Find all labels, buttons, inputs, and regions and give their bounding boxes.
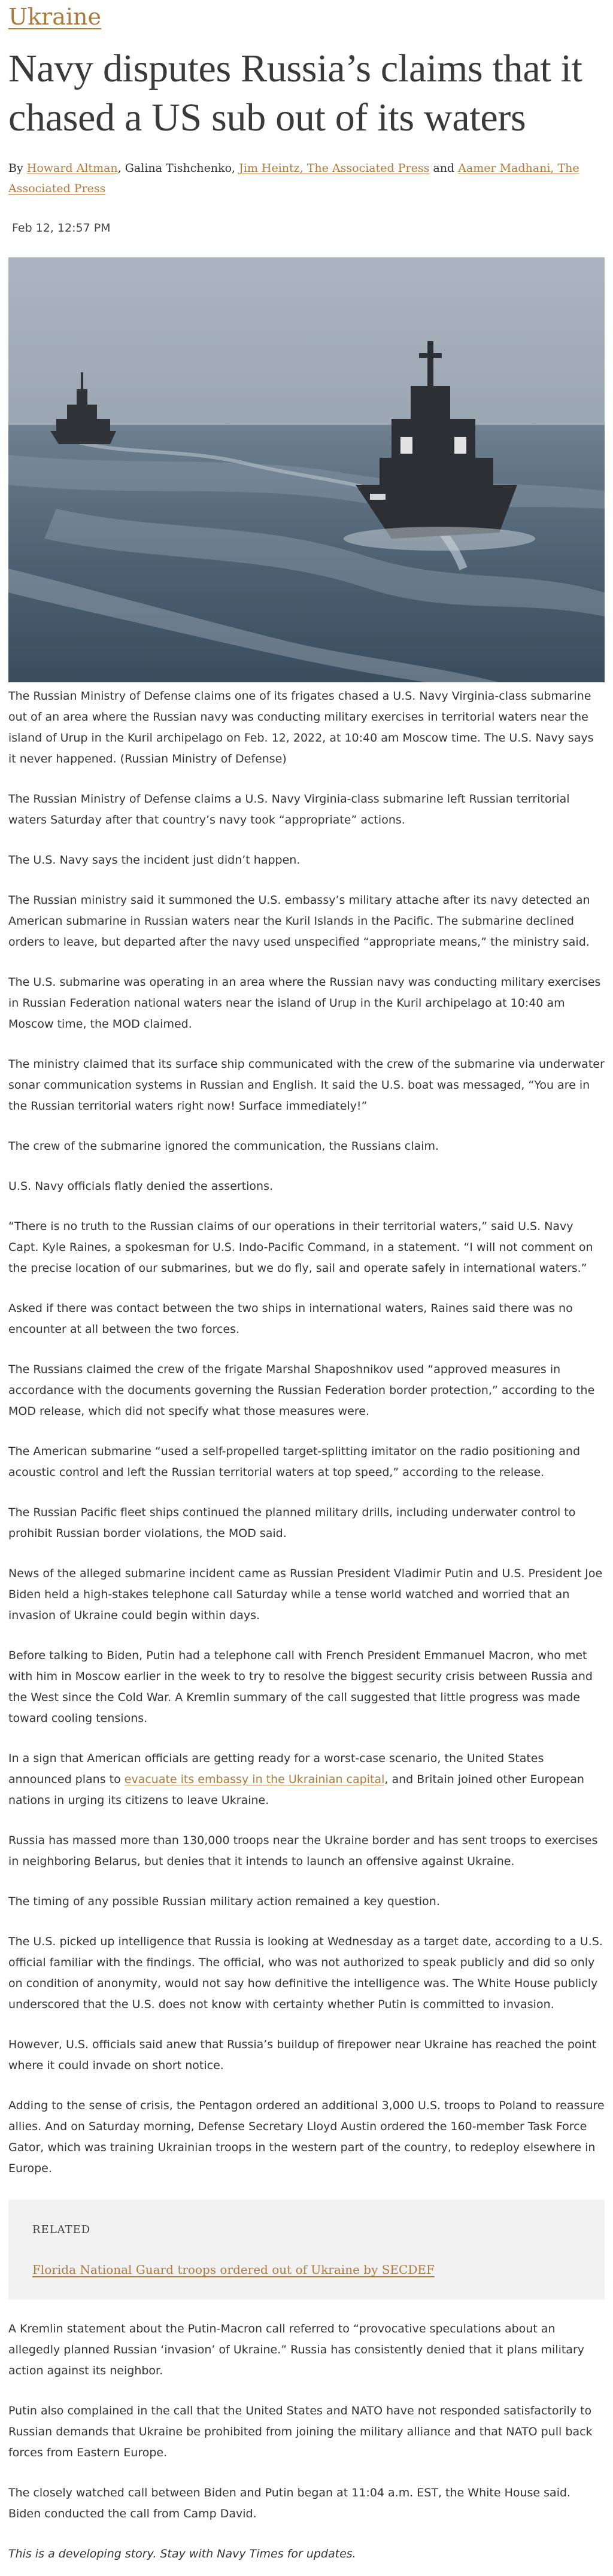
related-label: RELATED (32, 2223, 91, 2236)
byline-separator: , Galina Tishchenko, (117, 162, 239, 175)
body-paragraph: The crew of the submarine ignored the communication, the Russians claim. (8, 1140, 439, 1153)
body-paragraph: The American submarine “used a self-propelled target-splitting imitator on the radio positioning and acoustic control and left the Russian territorial waters at top speed,” according to the release. (8, 1445, 581, 1479)
body-paragraph: A Kremlin statement about the Putin-Macron call referred to “provocative speculations about an allegedly planned Russian ‘invasion’ of Ukraine.” Russia has consistently denied that it plans military action against its neighbor. (8, 2322, 584, 2377)
byline-prefix: By (8, 162, 27, 175)
body-paragraph: The U.S. Navy says the incident just didn’t happen. (8, 853, 301, 867)
body-paragraph: The Russians claimed the crew of the frigate Marshal Shaposhnikov used “approved measures in accordance with the documents governing the Russian Federation border protection,” according to the MOD release, which did not specify what those measures were. (8, 1363, 595, 1418)
headline: Navy disputes Russia’s claims that it chased a US sub out of its waters (8, 47, 582, 139)
body-paragraph: “There is no truth to the Russian claims of our operations in their territorial waters,” said U.S. Navy Capt. Kyle Raines, a spokesman for U.S. Indo-Pacific Command, in a statement. “I will not comment on the precise location of our submarines, but we do fly, sail and operate safely in international waters.” (8, 1220, 593, 1275)
warship-photo-icon (8, 257, 605, 682)
body-paragraph: The U.S. picked up intelligence that Russia is looking at Wednesday as a target date, according to a U.S. official familiar with the findings. The official, who was not authorized to speak publicly and did so only on condition of anonymity, would not say how definitive the intelligence was. The White House publicly underscored that the U.S. does not know with certainty whether Putin is committed to invasion. (8, 1935, 603, 2011)
body-paragraph: The closely watched call between Biden and Putin began at 11:04 a.m. EST, the White House said. Biden conducted the call from Camp David. (8, 2486, 571, 2520)
publish-date: Feb 12, 12:57 PM (12, 221, 111, 235)
article-body (8, 789, 605, 2565)
byline-separator: and (429, 162, 459, 175)
hero-image (8, 257, 605, 682)
body-paragraph: The ministry claimed that its surface ship communicated with the crew of the submarine via underwater sonar communication systems in Russian and English. It said the U.S. boat was messaged, “You are in the Russian territorial waters right now! Surface immediately!” (8, 1058, 605, 1113)
body-paragraph: Adding to the sense of crisis, the Pentagon ordered an additional 3,000 U.S. troops to Poland to reassure allies. And on Saturday morning, Defense Secretary Lloyd Austin ordered the 160-member Task Force Gator, which was training Ukrainian troops in the western part of the country, to redeploy elsewhere in Europe. (8, 2099, 605, 2175)
evac-text-after: , and Britain joined other European nations in urging its citizens to leave Ukraine. (8, 1773, 584, 1807)
developing-story-note: This is a developing story. Stay with Navy Times for updates. (8, 2547, 356, 2560)
body-paragraph: The Russian Pacific fleet ships continued the planned military drills, including underwater control to prohibit Russian border violations, the MOD said. (8, 1506, 576, 1540)
body-paragraph: News of the alleged submarine incident came as Russian President Vladimir Putin and U.S. President Joe Biden held a high-stakes telephone call Saturday while a tense world watched and worried that an invasion of Ukraine could begin within days. (8, 1567, 603, 1622)
author-link-aamer-madhani[interactable]: Aamer Madhani, The Associated Press (8, 162, 579, 195)
author-link-howard-altman[interactable]: Howard Altman (26, 162, 118, 175)
related-box (8, 2200, 605, 2299)
evacuate-embassy-link[interactable]: evacuate its embassy in the Ukrainian capital (124, 1773, 385, 1786)
body-paragraph: The Russian ministry said it summoned the U.S. embassy’s military attache after its navy detected an American submarine in Russian waters near the Kuril Islands in the Pacific. The submarine declined orders to leave, but departed after the navy used unspecified “appropriate means,” the ministry said. (8, 894, 590, 949)
image-caption: The Russian Ministry of Defense claims one of its frigates chased a U.S. Navy Virginia-class submarine out of an area where the Russian navy was conducting military exercises in territorial waters near the island of Urup in the Kuril archipelago on Feb. 12, 2022, at 10:40 am Moscow time. The U.S. Navy says it never happened. (Russian Ministry of Defense) (8, 689, 594, 765)
related-article-link[interactable]: Florida National Guard troops ordered out of Ukraine by SECDEF (32, 2262, 435, 2277)
body-paragraph-evacuation (8, 1748, 605, 1811)
body-paragraph: The Russian Ministry of Defense claims a U.S. Navy Virginia-class submarine left Russian territorial waters Saturday after that country’s navy took “appropriate” actions. (8, 792, 570, 827)
author-link-jim-heintz[interactable]: Jim Heintz, The Associated Press (239, 162, 430, 175)
evac-text-before: In a sign that American officials are getting ready for a worst-case scenario, the United States announced plans to (8, 1752, 544, 1786)
body-paragraph: Before talking to Biden, Putin had a telephone call with French President Emmanuel Macron, who met with him in Moscow earlier in the week to try to resolve the biggest security crisis between Russia and the West since the Cold War. A Kremlin summary of the call suggested that little progress was made toward cooling tensions. (8, 1649, 593, 1725)
body-paragraph: The timing of any possible Russian military action remained a key question. (8, 1895, 440, 1908)
body-paragraph: Russia has massed more than 130,000 troops near the Ukraine border and has sent troops to exercises in neighboring Belarus, but denies that it intends to launch an offensive against Ukraine. (8, 1834, 598, 1868)
body-paragraph: Asked if there was contact between the two ships in international waters, Raines said there was no encounter at all between the two forces. (8, 1302, 573, 1336)
body-paragraph: Putin also complained in the call that the United States and NATO have not responded satisfactorily to Russian demands that Ukraine be prohibited from joining the military alliance and that NATO pull back forces from Eastern Europe. (8, 2404, 593, 2459)
section-link[interactable]: Ukraine (8, 4, 101, 30)
body-paragraph: U.S. Navy officials flatly denied the assertions. (8, 1180, 274, 1193)
byline (8, 158, 605, 199)
body-paragraph: However, U.S. officials said anew that Russia’s buildup of firepower near Ukraine has reached the point where it could invade on short notice. (8, 2038, 597, 2072)
body-paragraph: The U.S. submarine was operating in an area where the Russian navy was conducting military exercises in Russian Federation national waters near the island of Urup in the Kuril archipelago at 10:40 am Moscow time, the MOD claimed. (8, 976, 601, 1031)
